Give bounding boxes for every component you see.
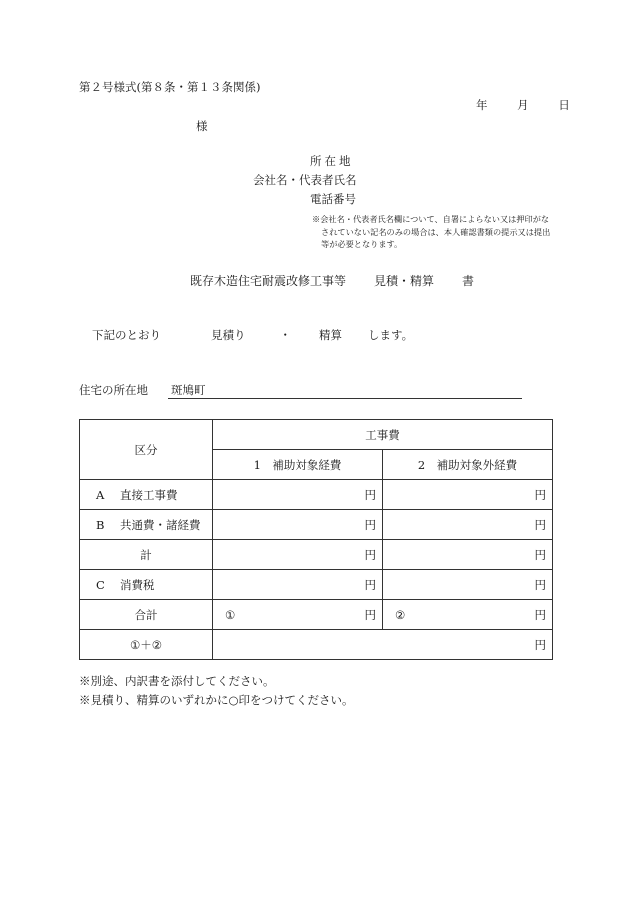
table-row (80, 480, 553, 510)
sum-label: ①＋② (80, 630, 213, 660)
table-row (80, 540, 553, 570)
yen-unit: 円 (534, 607, 546, 622)
row-name: 消費税 (120, 577, 155, 592)
option-separator: ・ (279, 328, 291, 342)
location-value[interactable]: 斑鳩町 (171, 383, 206, 397)
total-non-subsidy-cell[interactable] (383, 600, 553, 630)
phone-label: 電話番号 (310, 192, 356, 206)
non-subsidy-cell[interactable] (383, 570, 553, 600)
yen-unit: 円 (364, 487, 376, 502)
form-number: 第２号様式(第８条・第１３条関係) (79, 80, 261, 94)
subsidy-cell[interactable] (213, 540, 383, 570)
date-month: 月 (517, 98, 529, 112)
subsidy-cell[interactable] (213, 510, 383, 540)
sentence-prefix: 下記のとおり (92, 328, 161, 342)
statement-sentence (92, 330, 413, 342)
table-row (80, 510, 553, 540)
location-label: 住宅の所在地 (79, 383, 148, 397)
signature-note (312, 213, 580, 251)
total-subsidy-cell[interactable] (213, 600, 383, 630)
header-category: 区分 (80, 420, 213, 480)
row-name: 直接工事費 (120, 487, 178, 502)
yen-unit: 円 (364, 577, 376, 592)
row-label (80, 570, 213, 600)
row-name: 共通費・諸経費 (120, 517, 201, 532)
option-settlement[interactable]: 精算 (319, 328, 342, 342)
location-underline (168, 398, 522, 399)
address-label: 所在地 (310, 154, 354, 168)
subsidy-cell[interactable] (213, 570, 383, 600)
yen-unit: 円 (534, 577, 546, 592)
sum-cell[interactable] (213, 630, 553, 660)
row-prefix: B (96, 517, 105, 532)
option-estimate[interactable]: 見積り (211, 328, 246, 342)
total-mark-1: ① (225, 608, 236, 622)
header-col2: 2 補助対象外経費 (383, 450, 553, 480)
title-estimate: 見積・精算 (374, 274, 435, 288)
note-line: 等が必要となります。 (321, 239, 403, 250)
company-label: 会社名・代表者氏名 (253, 173, 357, 187)
cost-table (79, 419, 553, 660)
subsidy-cell[interactable] (213, 480, 383, 510)
header-cost: 工事費 (213, 420, 553, 450)
table-row-sum (80, 630, 553, 660)
note-line: ※会社名・代表者氏名欄について、自署によらない又は押印がな (312, 214, 550, 224)
yen-unit: 円 (364, 607, 376, 622)
yen-unit: 円 (534, 487, 546, 502)
row-label (80, 510, 213, 540)
non-subsidy-cell[interactable] (383, 540, 553, 570)
row-name: 計 (140, 547, 152, 562)
date-line (476, 100, 570, 112)
title-main: 既存木造住宅耐震改修工事等 (190, 274, 347, 288)
non-subsidy-cell[interactable] (383, 510, 553, 540)
row-label (80, 480, 213, 510)
yen-unit: 円 (534, 547, 546, 562)
date-year: 年 (476, 98, 488, 112)
footnote-circle: ※見積り、精算のいずれかに○印をつけてください。 (79, 693, 354, 707)
table-header-row (80, 420, 553, 450)
yen-unit: 円 (364, 517, 376, 532)
yen-unit: 円 (364, 547, 376, 562)
total-mark-2: ② (395, 608, 406, 622)
total-label: 合計 (80, 600, 213, 630)
header-col1: 1 補助対象経費 (213, 450, 383, 480)
footnote-attachment: ※別途、内訳書を添付してください。 (79, 674, 275, 688)
yen-unit: 円 (534, 517, 546, 532)
date-day: 日 (558, 98, 570, 112)
title-doc: 書 (462, 274, 475, 288)
addressee-suffix: 様 (196, 119, 208, 133)
non-subsidy-cell[interactable] (383, 480, 553, 510)
row-label (80, 540, 213, 570)
sentence-suffix: します。 (368, 328, 414, 342)
yen-unit: 円 (534, 637, 546, 652)
note-line: されていない記名のみの場合は、本人確認書類の提示又は提出 (321, 226, 551, 237)
table-row (80, 570, 553, 600)
row-prefix: C (96, 577, 105, 592)
document-title (190, 275, 474, 287)
table-row-total (80, 600, 553, 630)
row-prefix: A (96, 487, 105, 502)
